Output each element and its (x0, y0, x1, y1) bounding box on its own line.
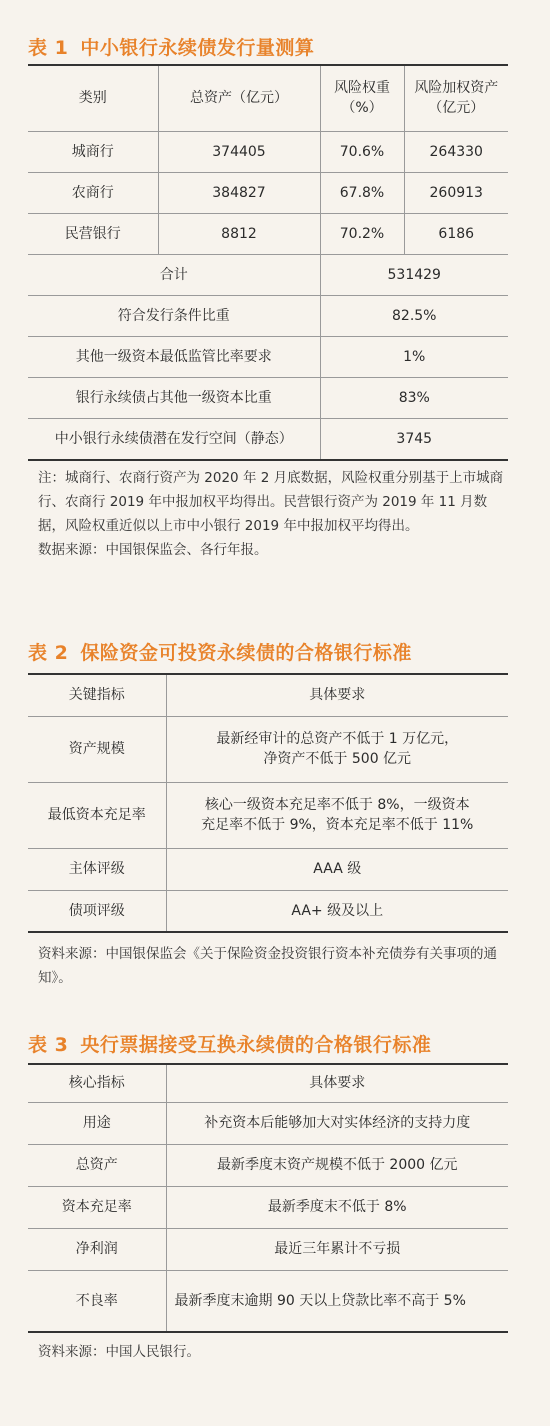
requirement-line: 充足率不低于 9%，资本充足率不低于 11% (201, 817, 474, 833)
requirement-line: 最新经审计的总资产不低于 1 万亿元， (216, 731, 459, 747)
table-row (28, 1228, 508, 1270)
summary-value: 531429 (320, 254, 508, 295)
table1-cell-risk-weight: 70.6% (320, 131, 404, 172)
table-row (28, 782, 508, 848)
table1-cell-risk-weight: 67.8% (320, 172, 404, 213)
table3-cell-indicator: 不良率 (28, 1270, 166, 1332)
table1-note: 注：城商行、农商行资产为 2020 年 2 月底数据，风险权重分别基于上市城商行、农商行 2019 年中报加权平均得出。民营银行资产为 2019 年 11 月数据，风险权重近似以上市中小银行 2019 年中报加权平均得出。 (38, 470, 504, 534)
table3-cell-requirement: 最新季度末不低于 8% (166, 1186, 508, 1228)
table3-cell-indicator: 用途 (28, 1102, 166, 1144)
table1-summary-row (28, 295, 508, 336)
table1-summary-row (28, 418, 508, 460)
table3-cell-requirement: 补充资本后能够加大对实体经济的支持力度 (166, 1102, 508, 1144)
table2-cell-indicator: 资产规模 (28, 716, 166, 782)
summary-value: 82.5% (320, 295, 508, 336)
table3-cell-indicator: 总资产 (28, 1144, 166, 1186)
summary-value: 83% (320, 377, 508, 418)
table3-cell-requirement: 最新季度末逾期 90 天以上贷款比率不高于 5% (166, 1270, 508, 1332)
table-row (28, 1270, 508, 1332)
table1-header-total-assets: 总资产（亿元） (158, 65, 320, 131)
table-row (28, 1102, 508, 1144)
table2-header-requirement: 具体要求 (166, 674, 508, 716)
table3-cell-indicator: 资本充足率 (28, 1186, 166, 1228)
table2-source: 资料来源：中国银保监会《关于保险资金投资银行资本补充债券有关事项的通知》。 (38, 946, 497, 986)
table-row (28, 172, 508, 213)
summary-label: 中小银行永续债潜在发行空间（静态） (28, 418, 320, 460)
table2-cell-requirement: AAA 级 (166, 848, 508, 890)
table-row (28, 848, 508, 890)
table2-title-text: 保险资金可投资永续债的合格银行标准 (80, 642, 412, 664)
table3-header-requirement: 具体要求 (166, 1064, 508, 1102)
table1-title-text: 中小银行永续债发行量测算 (80, 37, 315, 59)
table1-cell-total-assets: 8812 (158, 213, 320, 254)
table-row (28, 213, 508, 254)
table-row (28, 1186, 508, 1228)
table3 (28, 1063, 508, 1333)
summary-value: 1% (320, 336, 508, 377)
table1-summary-row (28, 254, 508, 295)
table1-cell-category: 城商行 (28, 131, 158, 172)
table2-cell-indicator: 最低资本充足率 (28, 782, 166, 848)
table2-cell-requirement: AA+ 级及以上 (166, 890, 508, 932)
table3-header-indicator: 核心指标 (28, 1064, 166, 1102)
table3-cell-requirement: 最近三年累计不亏损 (166, 1228, 508, 1270)
table1-title (28, 33, 314, 60)
table3-cell-requirement: 最新季度末资产规模不低于 2000 亿元 (166, 1144, 508, 1186)
table1-summary-row (28, 377, 508, 418)
table-row (28, 131, 508, 172)
summary-label: 合计 (28, 254, 320, 295)
table1-cell-risk-weight: 70.2% (320, 213, 404, 254)
table2-notes (38, 942, 508, 990)
table3-header-row (28, 1064, 508, 1102)
table3-cell-indicator: 净利润 (28, 1228, 166, 1270)
table1-cell-rwa: 260913 (404, 172, 508, 213)
table1-header-category: 类别 (28, 65, 158, 131)
table1-header-rwa: 风险加权资产（亿元） (404, 65, 508, 131)
table-row (28, 890, 508, 932)
table1 (28, 64, 508, 461)
requirement-line: 净资产不低于 500 亿元 (263, 751, 412, 767)
table3-title (28, 1030, 431, 1057)
table2-header-row (28, 674, 508, 716)
table-row (28, 1144, 508, 1186)
table1-cell-rwa: 6186 (404, 213, 508, 254)
table3-source: 资料来源：中国人民银行。 (38, 1344, 200, 1360)
table2-cell-indicator: 债项评级 (28, 890, 166, 932)
table1-header-risk-weight: 风险权重（%） (320, 65, 404, 131)
table2-cell-requirement (166, 716, 508, 782)
table1-source: 数据来源：中国银保监会、各行年报。 (38, 542, 268, 558)
table2-title (28, 638, 412, 665)
table1-cell-category: 民营银行 (28, 213, 158, 254)
table3-number: 表 3 (28, 1034, 69, 1056)
table2-number: 表 2 (28, 642, 69, 664)
table1-cell-rwa: 264330 (404, 131, 508, 172)
summary-value: 3745 (320, 418, 508, 460)
table1-number: 表 1 (28, 37, 69, 59)
table1-header-row (28, 65, 508, 131)
table1-cell-total-assets: 384827 (158, 172, 320, 213)
summary-label: 银行永续债占其他一级资本比重 (28, 377, 320, 418)
table-row (28, 716, 508, 782)
table1-summary-row (28, 336, 508, 377)
table1-cell-category: 农商行 (28, 172, 158, 213)
table2 (28, 673, 508, 933)
table2-cell-indicator: 主体评级 (28, 848, 166, 890)
table2-cell-requirement (166, 782, 508, 848)
summary-label: 符合发行条件比重 (28, 295, 320, 336)
table3-notes (38, 1340, 508, 1364)
table1-notes (38, 466, 508, 562)
summary-label: 其他一级资本最低监管比率要求 (28, 336, 320, 377)
requirement-line: 核心一级资本充足率不低于 8%，一级资本 (204, 797, 470, 813)
table1-cell-total-assets: 374405 (158, 131, 320, 172)
table2-header-indicator: 关键指标 (28, 674, 166, 716)
table3-title-text: 央行票据接受互换永续债的合格银行标准 (80, 1034, 432, 1056)
